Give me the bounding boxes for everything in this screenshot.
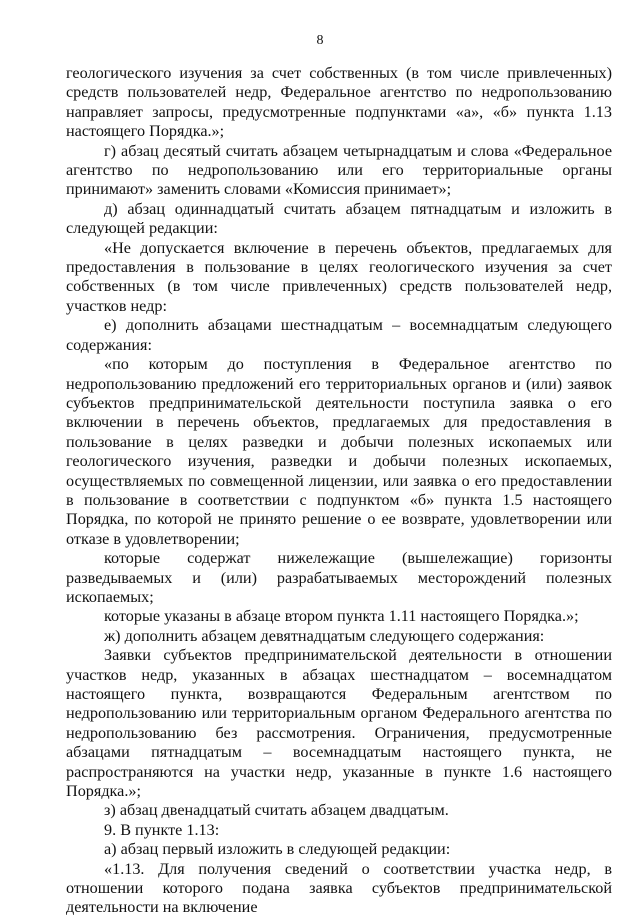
paragraph-13: а) абзац первый изложить в следующей редакции: <box>104 840 451 859</box>
paragraph-2: г) абзац десятый считать абзацем четырнадцатым и слова «Федеральное агентство по недропользованию или его территориальные органы принимают» заменить словами «Комиссия принимает»; <box>66 141 612 199</box>
paragraph-6: «по которым до поступления в Федеральное агентство по недропользованию предложений его территориальных органов и (или) заявок субъектов предпринимательской деятельности поступила заявка о его включении в перечень объектов, предлагаемых для предоставления в пользование в целях разведки и добычи полезных ископаемых или геологического изучения, разведки и добычи полезных ископаемых, осуществляемых по совмещенной лицензии, или заявка о его предоставлении в пользование в соответствии с подпунктом «б» пункта 1.5 настоящего Порядка, по которой не принято решение о ее возврате, удовлетворении или отказе в удовлетворении; <box>66 355 612 548</box>
paragraph-7: которые содержат нижележащие (вышележащие) горизонты разведываемых и (или) разрабатываемых месторождений полезных ископаемых; <box>66 549 612 606</box>
paragraph-8: которые указаны в абзаце втором пункта 1.11 настоящего Порядка.»; <box>104 607 579 626</box>
paragraph-11: з) абзац двенадцатый считать абзацем двадцатым. <box>104 801 449 820</box>
paragraph-1: геологического изучения за счет собственных (в том числе привлеченных) средств пользователей недр, Федеральное агентство по недропользованию направляет запросы, предусмотренные подпунктами «а», «б» пункта 1.13 настоящего Порядка.»; <box>66 64 612 141</box>
document-body <box>66 64 612 918</box>
paragraph-14: «1.13. Для получения сведений о соответствии участка недр, в отношении которого подана заявка субъектов предпринимательской деятельности на включение <box>66 859 612 917</box>
paragraph-10: Заявки субъектов предпринимательской деятельности в отношении участков недр, указанных в абзацах шестнадцатом – восемнадцатом настоящего пункта, возвращаются Федеральным агентством по недропользованию или территориальным органом Федерального агентства по недропользованию без рассмотрения. Ограничения, предусмотренные абзацами пятнадцатым – восемнадцатым настоящего пункта, не распространяются на участки недр, указанные в пункте 1.6 настоящего Порядка.»; <box>66 646 612 801</box>
paragraph-9: ж) дополнить абзацем девятнадцатым следующего содержания: <box>104 626 545 645</box>
paragraph-3: д) абзац одиннадцатый считать абзацем пятнадцатым и изложить в следующей редакции: <box>66 199 612 238</box>
paragraph-12: 9. В пункте 1.13: <box>104 820 220 839</box>
page-number: 8 <box>316 33 324 48</box>
paragraph-5: е) дополнить абзацами шестнадцатым – восемнадцатым следующего содержания: <box>66 316 612 354</box>
paragraph-4: «Не допускается включение в перечень объектов, предлагаемых для предоставления в пользование в целях геологического изучения за счет собственных (в том числе привлеченных) средств пользователей недр, участков недр: <box>66 238 612 315</box>
